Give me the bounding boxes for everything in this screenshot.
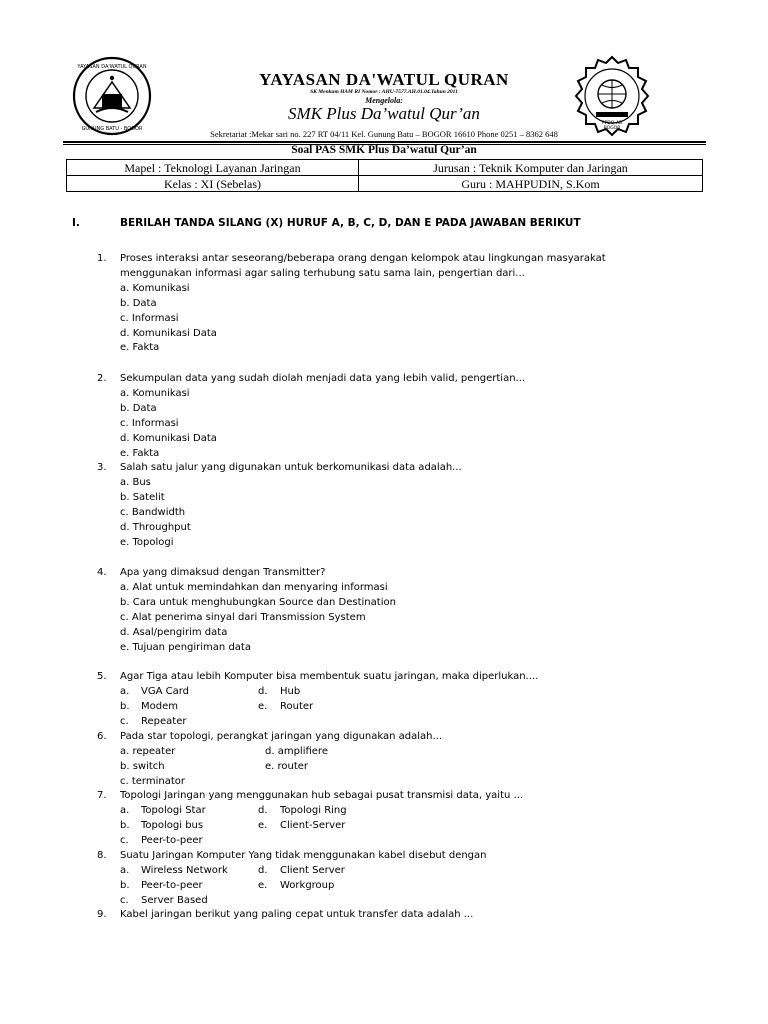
answer-option-letter: c. <box>120 715 129 727</box>
teacher-cell: Guru : MAHPUDIN, S.Kom <box>359 176 703 192</box>
answer-option: e. Fakta <box>120 342 160 354</box>
address-line: Sekretariat :Mekar sari no. 227 RT 04/11 Kel. Gunung Batu – BOGOR 16610 Phone 0251 – 8362 648 <box>210 129 558 139</box>
answer-option: e. Fakta <box>120 447 160 459</box>
question-text: Suatu Jaringan Komputer Yang tidak menggunakan kabel disebut dengan <box>120 850 487 861</box>
question-number: 4. <box>97 567 107 578</box>
answer-option: e. router <box>265 760 309 772</box>
section-title: BERILAH TANDA SILANG (X) HURUF A, B, C, D, DAN E PADA JAWABAN BERIKUT <box>120 217 581 229</box>
answer-option: a. Bus <box>120 476 151 488</box>
question-number: 3. <box>97 462 107 473</box>
question-number: 2. <box>97 373 107 384</box>
answer-option-letter: d. <box>258 685 268 697</box>
answer-option-letter: c. <box>120 894 129 906</box>
answer-option: b. Cara untuk menghubungkan Source dan Destination <box>120 596 396 608</box>
answer-option: VGA Card <box>141 685 190 697</box>
answer-option: Server Based <box>141 894 208 906</box>
answer-option: e. Topologi <box>120 536 174 548</box>
letterhead-divider-thick <box>63 141 706 143</box>
answer-option: b. switch <box>120 760 165 772</box>
svg-text:YAYASAN DA'WATUL QURAN: YAYASAN DA'WATUL QURAN <box>77 64 147 70</box>
answer-option: b. Data <box>120 402 157 414</box>
answer-option: a. Alat untuk memindahkan dan menyaring informasi <box>120 581 388 593</box>
exam-title: Soal PAS SMK Plus Da’watul Qur’an <box>291 144 477 156</box>
answer-option-letter: b. <box>120 700 130 712</box>
answer-option: e. Tujuan pengiriman data <box>120 641 251 653</box>
answer-option: Router <box>280 700 314 712</box>
exam-info-table <box>66 159 703 192</box>
legal-decree-line: SK Menkum HAM RI Nomor : AHU-7577.AH.01.04.Tahun 2011 <box>310 89 458 95</box>
organization-name: YAYASAN DA'WATUL QURAN <box>259 70 509 89</box>
school-name: SMK Plus Da’watul Qur’an <box>288 104 480 123</box>
class-cell: Kelas : XI (Sebelas) <box>67 176 359 192</box>
answer-option: d. Throughput <box>120 521 191 533</box>
question-number: 8. <box>97 850 107 861</box>
answer-option: c. Alat penerima sinyal dari Transmission System <box>120 611 366 623</box>
question-text: Apa yang dimaksud dengan Transmitter? <box>120 567 326 578</box>
answer-option-letter: a. <box>120 804 130 816</box>
question-number: 5. <box>97 671 107 682</box>
answer-option-letter: b. <box>120 879 130 891</box>
answer-option: a. Komunikasi <box>120 387 190 399</box>
answer-option-letter: e. <box>258 700 268 712</box>
managed-by-label: Mengelola: <box>365 96 403 105</box>
subject-cell: Mapel : Teknologi Layanan Jaringan <box>67 160 359 176</box>
answer-option: d. Komunikasi Data <box>120 432 217 444</box>
answer-option-letter: b. <box>120 819 130 831</box>
answer-option-letter: d. <box>258 864 268 876</box>
answer-option-letter: d. <box>258 804 268 816</box>
answer-option-letter: a. <box>120 685 130 697</box>
question-text: Salah satu jalur yang digunakan untuk berkomunikasi data adalah... <box>120 462 462 473</box>
question-text: Pada star topologi, perangkat jaringan yang digunakan adalah... <box>120 731 443 742</box>
answer-option: Peer-to-peer <box>141 834 203 846</box>
answer-option-letter: c. <box>120 834 129 846</box>
question-number: 9. <box>97 909 107 920</box>
department-cell: Jurusan : Teknik Komputer dan Jaringan <box>359 160 703 176</box>
question-number: 1. <box>97 253 107 264</box>
answer-option: a. Komunikasi <box>120 282 190 294</box>
question-text: menggunakan informasi agar saling terhubung satu sama lain, pengertian dari... <box>120 267 525 279</box>
answer-option: Workgroup <box>280 879 335 891</box>
answer-option: c. Bandwidth <box>120 506 186 518</box>
svg-text:GUNUNG BATU - BOGOR: GUNUNG BATU - BOGOR <box>81 126 143 132</box>
answer-option: Wireless Network <box>141 864 228 876</box>
answer-option: b. Data <box>120 297 157 309</box>
answer-option: Topologi bus <box>141 819 204 831</box>
question-text: Proses interaksi antar seseorang/beberapa orang dengan kelompok atau lingkungan masyarakat <box>120 253 606 264</box>
answer-option: c. Informasi <box>120 417 179 429</box>
question-text: Agar Tiga atau lebih Komputer bisa membentuk suatu jaringan, maka diperlukan.... <box>120 671 539 682</box>
answer-option: Repeater <box>141 715 187 727</box>
answer-option-letter: a. <box>120 864 130 876</box>
answer-option: a. repeater <box>120 745 176 757</box>
answer-option-letter: e. <box>258 819 268 831</box>
answer-option: Peer-to-peer <box>141 879 203 891</box>
answer-option: d. amplifiere <box>265 745 328 757</box>
answer-option: Client Server <box>280 864 345 876</box>
question-number: 7. <box>97 790 107 801</box>
svg-text:BOGOR: BOGOR <box>603 126 621 131</box>
question-number: 6. <box>97 731 107 742</box>
question-text: Kabel jaringan berikut yang paling cepat untuk transfer data adalah ... <box>120 909 474 920</box>
answer-option-letter: e. <box>258 879 268 891</box>
answer-option: Topologi Ring <box>280 804 347 816</box>
answer-option: Client-Server <box>280 819 346 831</box>
question-text: Topologi Jaringan yang menggunakan hub sebagai pusat transmisi data, yaitu ... <box>120 790 524 801</box>
answer-option: c. Informasi <box>120 312 179 324</box>
question-text: Sekumpulan data yang sudah diolah menjadi data yang lebih valid, pengertian... <box>120 373 526 384</box>
answer-option: b. Satelit <box>120 491 165 503</box>
answer-option: Modem <box>141 700 178 712</box>
answer-option: Hub <box>280 685 301 697</box>
section-number: I. <box>72 217 80 229</box>
answer-option: d. Asal/pengirim data <box>120 626 228 638</box>
answer-option: d. Komunikasi Data <box>120 327 217 339</box>
answer-option: c. terminator <box>120 775 185 787</box>
svg-text:PPDQ-AB: PPDQ-AB <box>601 121 623 126</box>
answer-option: Topologi Star <box>141 804 206 816</box>
